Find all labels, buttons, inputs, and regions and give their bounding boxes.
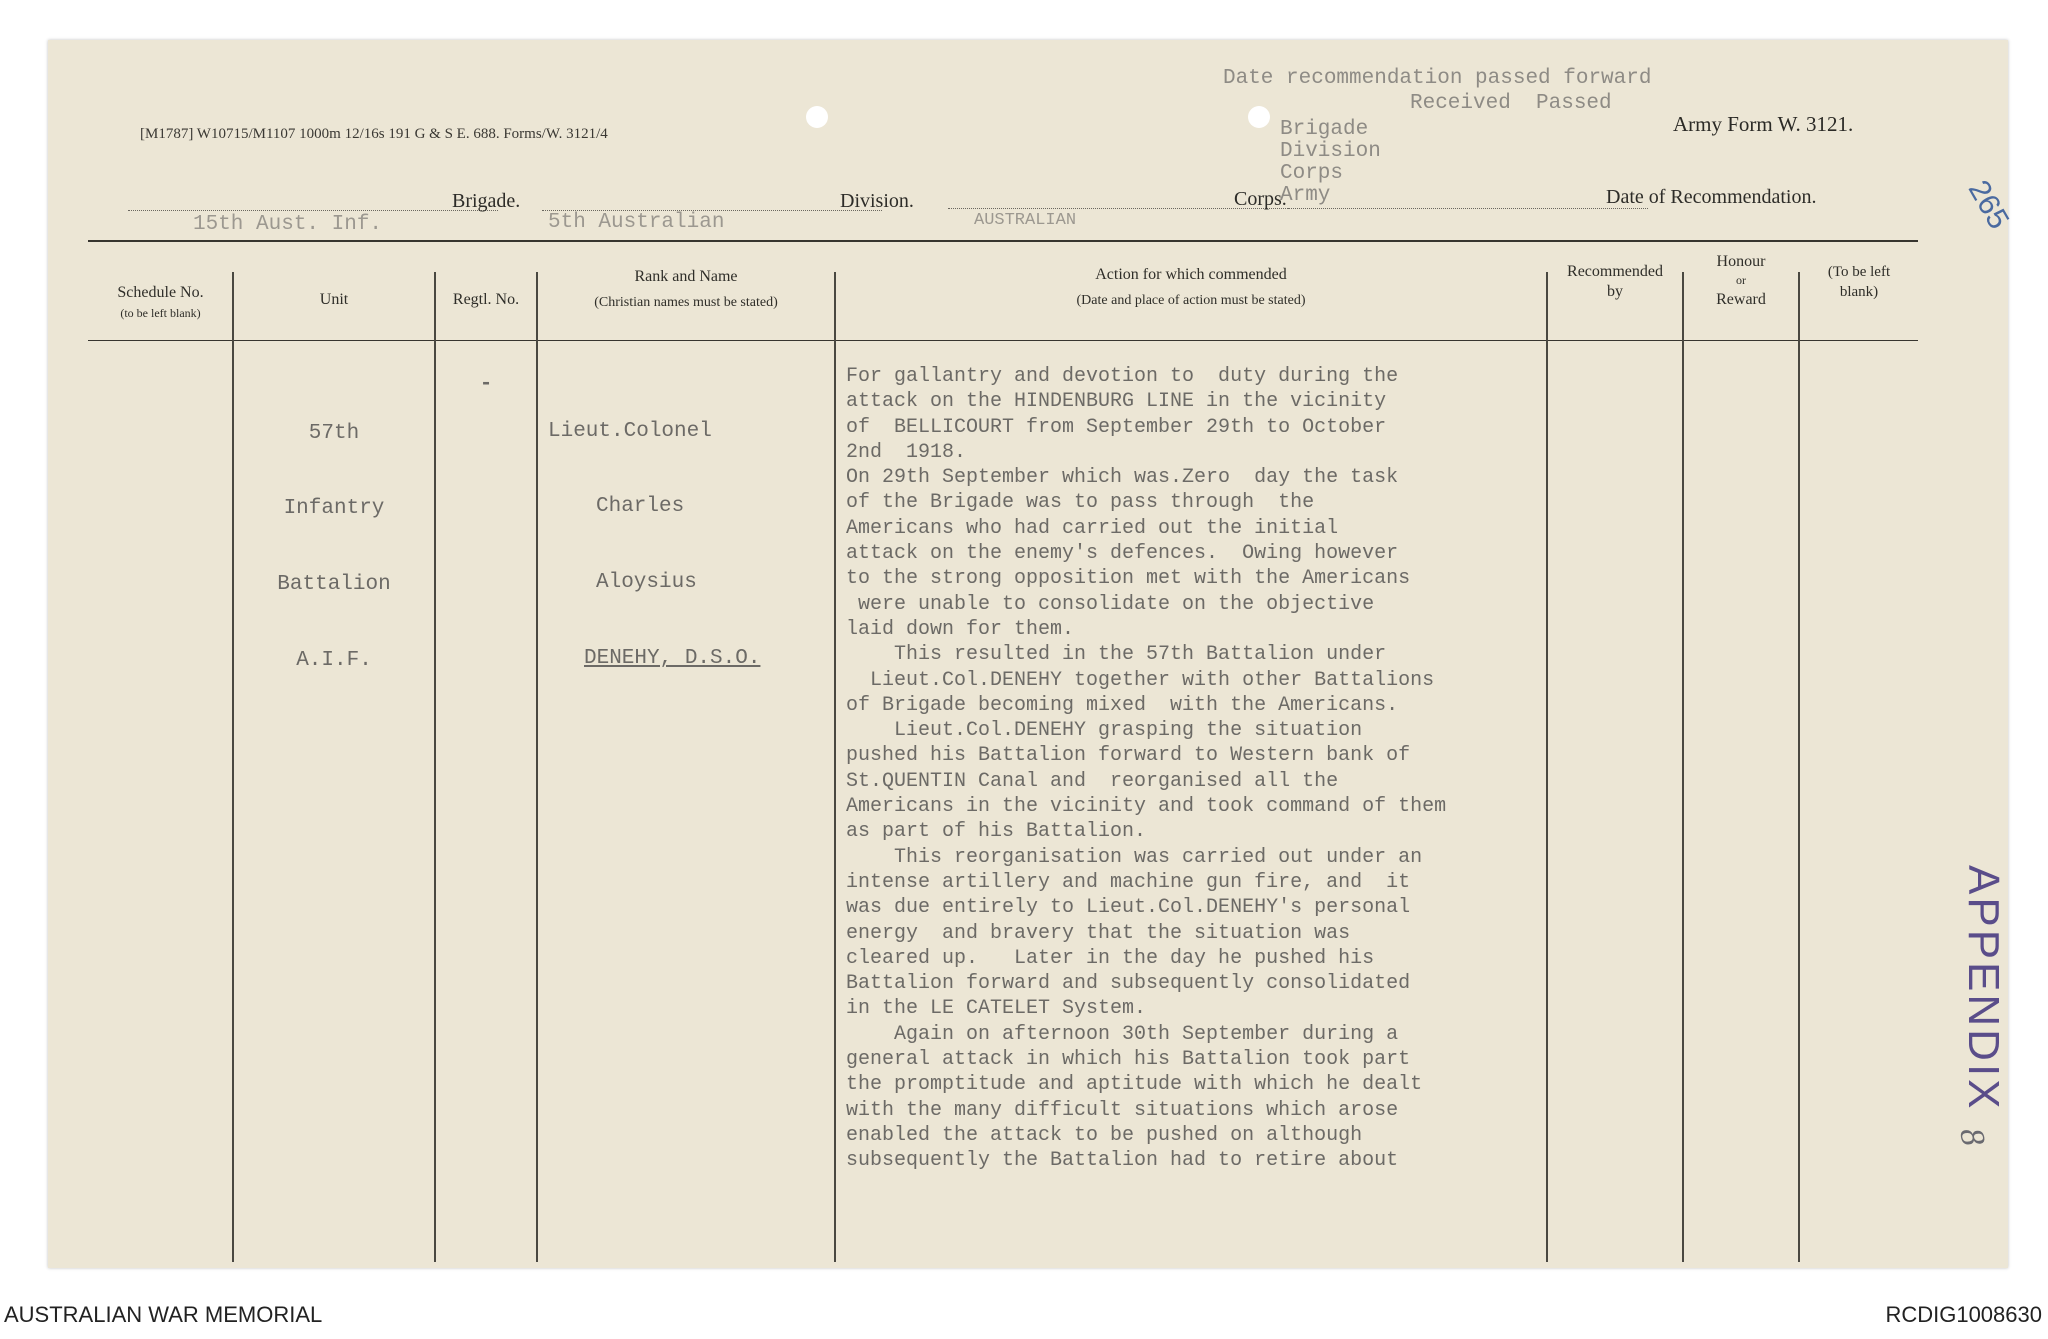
routing-subtitle: Received Passed (1410, 92, 1612, 115)
punch-hole (1248, 106, 1270, 128)
honour-label: Honour (1716, 253, 1766, 270)
rank-name-note: (Christian names must be stated) (594, 295, 778, 310)
column-divider (834, 272, 836, 1262)
action-label: Action for which commended (1095, 266, 1287, 283)
unit-line: A.I.F. (296, 649, 372, 673)
col-rank-name (538, 264, 834, 316)
action-line: to the strong opposition met with the Americans (846, 567, 1411, 591)
action-line: For gallantry and devotion to duty during the (846, 365, 1399, 388)
recommended-label: Recommended (1567, 263, 1663, 280)
form-number: Army Form W. 3121. (1673, 112, 1854, 136)
routing-level-corps: Corps (1280, 162, 1344, 185)
unit-line: Battalion (277, 573, 391, 597)
routing-title: Date recommendation passed forward (1223, 67, 1652, 90)
column-divider (434, 272, 436, 1262)
unit-line: Infantry (283, 497, 385, 521)
col-action (836, 262, 1546, 314)
schedule-no-note: (to be left blank) (120, 306, 201, 320)
division-label: Division. (840, 190, 914, 212)
action-line: Again on afternoon 30th September during a (846, 1022, 1399, 1046)
action-line: of BELLICOURT from September 29th to October (846, 415, 1387, 439)
action-line: Battalion forward and subsequently consolidated (846, 972, 1411, 996)
column-divider (1798, 272, 1800, 1262)
appendix-stamp: APPENDIX (1959, 865, 2008, 1112)
rank-name-label: Rank and Name (634, 268, 738, 285)
action-line: general attack in which his Battalion took part (846, 1048, 1411, 1072)
table-header-rule (88, 340, 1918, 341)
action-line: This reorganisation was carried out under an (846, 845, 1423, 869)
action-line: laid down for them. (846, 617, 1075, 641)
col-honour-reward (1684, 252, 1798, 309)
date-of-recommendation-label: Date of Recommendation. (1606, 186, 1817, 208)
action-line: attack on the HINDENBURG LINE in the vicinity (846, 390, 1387, 414)
action-line: St.QUENTIN Canal and reorganised all the (846, 769, 1339, 793)
reward-label: Reward (1716, 291, 1766, 308)
action-line: cleared up. Later in the day he pushed his (846, 946, 1375, 970)
left-blank-label-2: blank) (1839, 284, 1879, 300)
action-line: of the Brigade was to pass through the (846, 491, 1315, 515)
name-line: Aloysius (596, 571, 697, 595)
action-line: pushed his Battalion forward to Western bank of (846, 744, 1411, 768)
action-line: were unable to consolidate on the objective (846, 592, 1375, 616)
action-line: of Brigade becoming mixed with the Americans. (846, 693, 1399, 717)
brigade-value: 15th Aust. Inf. (193, 213, 383, 236)
date-dotted-line (1288, 208, 1648, 209)
action-line: enabled the attack to be pushed on although (846, 1123, 1363, 1147)
print-code: [M1787] W10715/M1107 1000m 12/16s 191 G & S E. 688. Forms/W. 3121/4 (140, 126, 608, 142)
col-recommended-by (1548, 262, 1682, 302)
action-line: with the many difficult situations which arose (846, 1098, 1399, 1122)
corps-value: AUSTRALIAN (974, 211, 1077, 230)
unit-label: Unit (319, 291, 349, 308)
or-label: or (1736, 273, 1746, 287)
caption-left: AUSTRALIAN WAR MEMORIAL (4, 1302, 323, 1327)
action-line: intense artillery and machine gun fire, and it (846, 870, 1411, 894)
column-divider (1682, 272, 1684, 1262)
brigade-dotted-line (128, 210, 498, 211)
rank-line: Lieut.Colonel (548, 419, 712, 443)
regtl-no-cell: - (479, 373, 493, 396)
routing-level-army: Army (1280, 184, 1331, 207)
col-to-be-left-blank (1800, 262, 1918, 302)
appendix-number: 8 (1952, 1125, 1992, 1149)
corps-label: Corps. (1234, 188, 1287, 210)
column-divider (1546, 272, 1548, 1262)
column-divider (536, 272, 538, 1262)
action-line: 2nd 1918. (846, 440, 967, 464)
action-line: attack on the enemy's defences. Owing however (846, 542, 1399, 566)
action-line: energy and bravery that the situation was (846, 921, 1351, 945)
name-line: Charles (596, 495, 685, 519)
left-blank-label: (To be left (1827, 264, 1891, 280)
action-line: Americans in the vicinity and took command of them (846, 795, 1447, 819)
action-line: Lieut.Col.DENEHY grasping the situation (846, 719, 1363, 743)
unit-line: 57th (308, 421, 360, 445)
col-regtl-no (436, 290, 536, 310)
action-line: as part of his Battalion. (846, 820, 1147, 844)
action-note: (Date and place of action must be stated) (1076, 293, 1306, 308)
action-line: Americans who had carried out the initial (846, 516, 1339, 540)
punch-hole (806, 106, 828, 128)
regtl-no-label: Regtl. No. (452, 291, 520, 308)
action-line: This resulted in the 57th Battalion under (846, 643, 1387, 667)
routing-level-brigade: Brigade (1280, 118, 1369, 141)
brigade-label: Brigade. (452, 190, 521, 212)
schedule-no-label: Schedule No. (117, 284, 204, 301)
routing-level-division: Division (1280, 140, 1381, 163)
action-line: was due entirely to Lieut.Col.DENEHY's personal (846, 896, 1411, 920)
action-line: the promptitude and aptitude with which he dealt (846, 1073, 1423, 1097)
name-cell (548, 368, 760, 722)
col-schedule-no (93, 283, 228, 323)
unit-cell (234, 370, 434, 724)
document-sheet (48, 40, 2016, 1268)
recommended-by-label: by (1607, 283, 1623, 300)
action-text (846, 364, 1446, 1174)
table-top-rule (88, 240, 1918, 242)
action-line: subsequently the Battalion had to retire about (846, 1149, 1399, 1173)
folio-number: 265 (1961, 174, 2016, 235)
caption-right: RCDIG1008630 (1885, 1302, 2042, 1327)
action-line: On 29th September which was.Zero day the task (846, 466, 1399, 490)
division-value: 5th Australian (548, 211, 725, 234)
action-line: in the LE CATELET System. (846, 997, 1147, 1021)
action-line: Lieut.Col.DENEHY together with other Battalions (846, 668, 1435, 692)
surname-line: DENEHY, D.S.O. (584, 647, 761, 671)
col-unit (234, 290, 434, 310)
